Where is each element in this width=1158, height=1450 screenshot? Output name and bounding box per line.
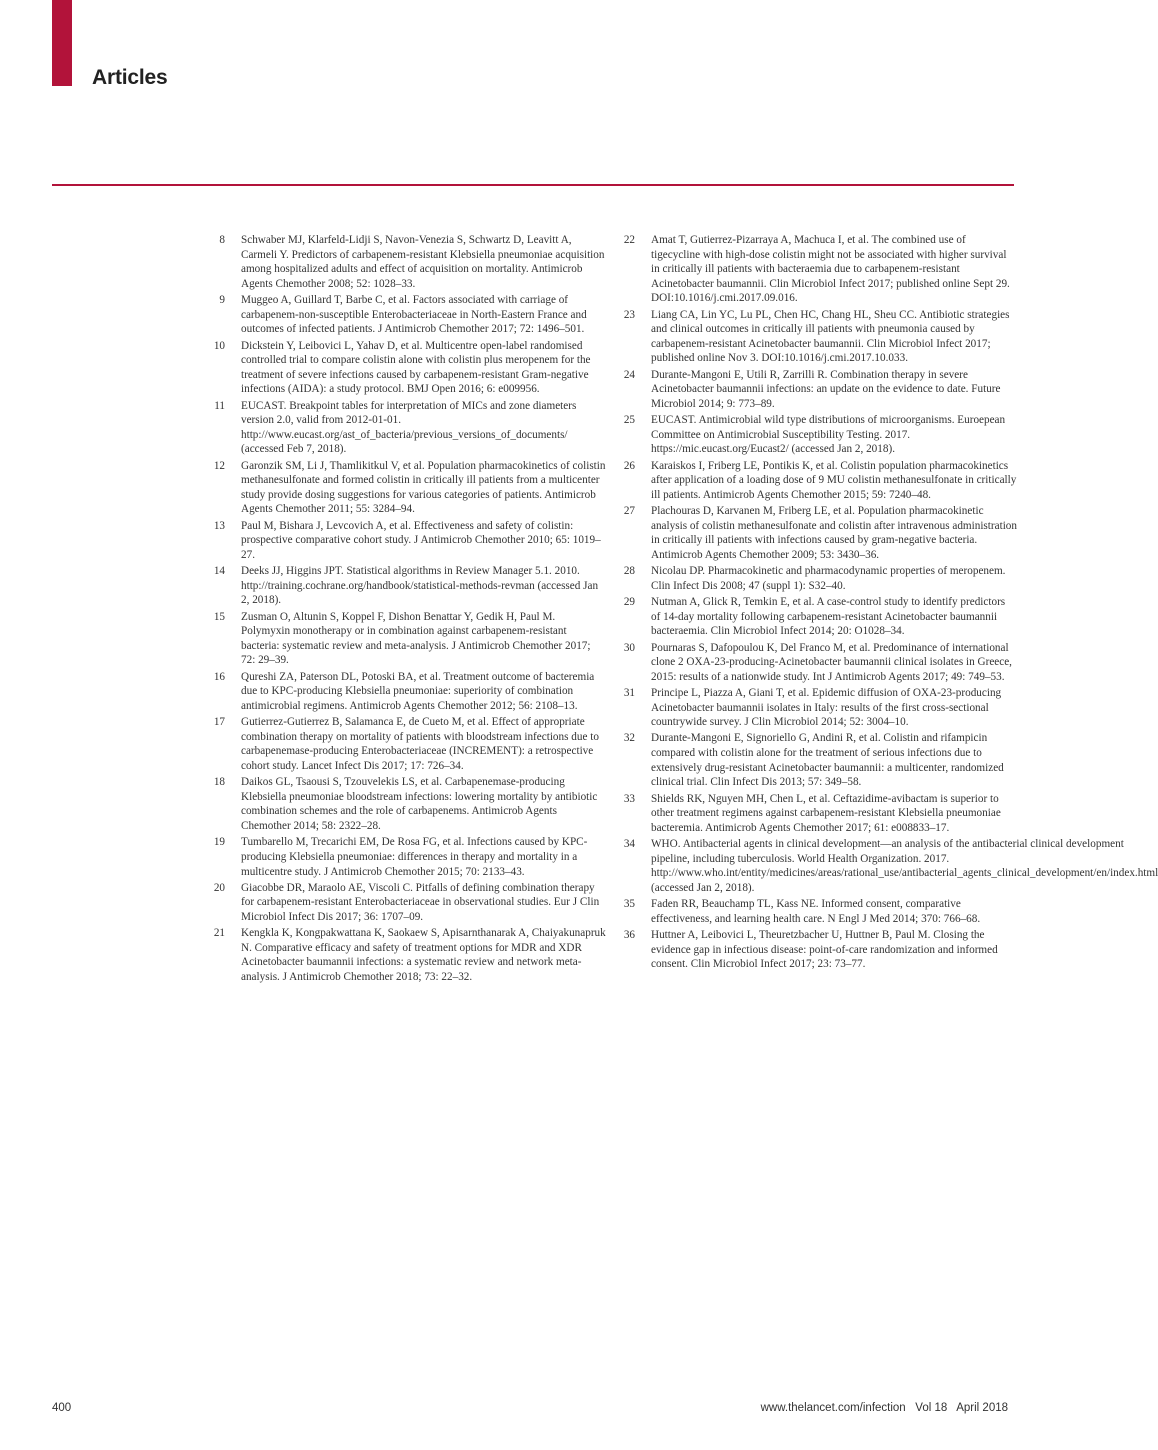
reference-number: 33 <box>623 792 635 805</box>
reference-number: 10 <box>213 339 225 352</box>
reference-text: Kengkla K, Kongpakwattana K, Saokaew S, Apisarnthanarak A, Chaiyakunapruk N. Comparative efficacy and safety of treatment options for MDR and XDR Acinetobacter baumannii infections: a systematic review and network meta-analysis. J Antimicrob Chemother 2018; 73: 22–32. <box>241 927 606 984</box>
reference-item <box>617 564 1017 593</box>
reference-number: 26 <box>623 459 635 472</box>
reference-number: 30 <box>623 641 635 654</box>
reference-item <box>617 897 1017 926</box>
reference-number: 28 <box>623 565 635 578</box>
reference-text: Qureshi ZA, Paterson DL, Potoski BA, et al. Treatment outcome of bacteremia due to KPC-producing Klebsiella pneumoniae: superiority of combination antimicrobial regimens. Antimicrob Agents Chemother 2012; 56: 2108–13. <box>241 670 595 712</box>
reference-number: 20 <box>213 881 225 894</box>
reference-number: 18 <box>213 776 225 789</box>
reference-item <box>617 792 1017 836</box>
reference-text: Nicolau DP. Pharmacokinetic and pharmacodynamic properties of meropenem. Clin Infect Dis 2008; 47 (suppl 1): S32–40. <box>651 565 1006 592</box>
reference-item <box>617 595 1017 639</box>
reference-text: EUCAST. Breakpoint tables for interpretation of MICs and zone diameters version 2.0, valid from 2012-01-01. http://www.eucast.org/ast_of_bacteria/previous_versions_of_documents/ (accessed Feb 7, 2018). <box>241 399 577 456</box>
reference-number: 15 <box>213 610 225 623</box>
reference-item <box>617 233 1017 306</box>
reference-text: Schwaber MJ, Klarfeld-Lidji S, Navon-Venezia S, Schwartz D, Leavitt A, Carmeli Y. Predictors of carbapenem-resistant Klebsiella pneumoniae acquisition among hospitalized adults and effect of acquisition on mortality. Antimicrob Agents Chemother 2008; 52: 1028–33. <box>241 234 605 290</box>
reference-item <box>617 686 1017 730</box>
reference-text: Durante-Mangoni E, Signoriello G, Andini R, et al. Colistin and rifampicin compared with colistin alone for the treatment of serious infections due to extensively drug-resistant Acinetobacter baumannii: a multicenter, randomized clinical trial. Clin Infect Dis 2013; 57: 349–58. <box>651 732 1004 789</box>
reference-number: 27 <box>623 505 635 518</box>
reference-text: Nutman A, Glick R, Temkin E, et al. A case-control study to identify predictors of 14-day mortality following carbapenem-resistant Acinetobacter baumannii bacteraemia. Clin Microbiol Infect 2014; 20: O1028–34. <box>651 596 1006 638</box>
reference-item <box>207 399 607 457</box>
reference-item <box>207 926 607 984</box>
reference-number: 19 <box>213 836 225 849</box>
reference-item <box>207 459 607 517</box>
reference-text: Muggeo A, Guillard T, Barbe C, et al. Factors associated with carriage of carbapenem-non-susceptible Enterobacteriaceae in North-Eastern France and outcomes of infected patients. J Antimicrob Chemother 2017; 72: 1496–501. <box>241 294 587 336</box>
reference-item <box>207 339 607 397</box>
reference-number: 21 <box>213 927 225 940</box>
reference-text: Shields RK, Nguyen MH, Chen L, et al. Ceftazidime-avibactam is superior to other treatment regimens against carbapenem-resistant Klebsiella pneumoniae bacteremia. Antimicrob Agents Chemother 2017; 61: e008833–17. <box>651 792 1001 834</box>
section-color-tab <box>52 0 72 86</box>
reference-number: 14 <box>213 565 225 578</box>
reference-number: 9 <box>219 294 225 307</box>
reference-item <box>207 610 607 668</box>
reference-number: 24 <box>623 368 635 381</box>
reference-item <box>617 837 1158 895</box>
reference-item <box>617 413 1017 457</box>
reference-number: 13 <box>213 519 225 532</box>
reference-number: 35 <box>623 898 635 911</box>
reference-number: 36 <box>623 928 635 941</box>
reference-text: Faden RR, Beauchamp TL, Kass NE. Informed consent, comparative effectiveness, and learning health care. N Engl J Med 2014; 370: 766–68. <box>651 898 981 925</box>
reference-number: 32 <box>623 732 635 745</box>
reference-item <box>207 293 607 337</box>
reference-list-left-column <box>207 233 607 986</box>
reference-text: Huttner A, Leibovici L, Theuretzbacher U, Huttner B, Paul M. Closing the evidence gap in infectious disease: point-of-care randomization and informed consent. Clin Microbiol Infect 2017; 23: 73–77. <box>651 928 998 971</box>
reference-text: Liang CA, Lin YC, Lu PL, Chen HC, Chang HL, Sheu CC. Antibiotic strategies and clinical outcomes in critically ill patients with pneumonia caused by carbapenem-resistant Acinetobacter baumannii. Clin Microbiol Infect 2017; published online Nov 3. DOI:10.1016/j.cmi.2017.10.033. <box>651 308 1010 365</box>
reference-text: Durante-Mangoni E, Utili R, Zarrilli R. Combination therapy in severe Acinetobacter baumannii infections: an update on the evidence to date. Future Microbiol 2014; 9: 773–89. <box>651 368 1001 410</box>
reference-text: Plachouras D, Karvanen M, Friberg LE, et al. Population pharmacokinetic analysis of colistin methanesulfonate and colistin after intravenous administration in critically ill patients with infections caused by gram-negative bacteria. Antimicrob Agents Chemother 2009; 53: 3430–36. <box>651 505 1017 561</box>
reference-text: Deeks JJ, Higgins JPT. Statistical algorithms in Review Manager 5.1. 2010. http://training.cochrane.org/handbook/statistical-methods-revman (accessed Jan 2, 2018). <box>241 565 599 607</box>
reference-item <box>617 504 1017 562</box>
reference-text: Karaiskos I, Friberg LE, Pontikis K, et al. Colistin population pharmacokinetics after application of a loading dose of 9 MU colistin methanesulfonate in critically ill patients. Antimicrob Agents Chemother 2015; 59: 7240–48. <box>651 459 1017 501</box>
reference-number: 8 <box>219 234 225 246</box>
reference-text: EUCAST. Antimicrobial wild type distributions of microorganisms. Euroepean Committee on Antimicrobial Susceptibility Testing. 2017. https://mic.eucast.org/Eucast2/ (accessed Jan 2, 2018). <box>651 414 1006 456</box>
reference-number: 22 <box>623 234 635 246</box>
reference-number: 16 <box>213 670 225 683</box>
reference-text: Tumbarello M, Trecarichi EM, De Rosa FG, et al. Infections caused by KPC-producing Klebsiella pneumoniae: differences in therapy and mortality in a multicentre study. J Antimicrob Chemother 2015; 70: 2133–43. <box>241 836 588 878</box>
reference-text: WHO. Antibacterial agents in clinical development—an analysis of the antibacterial clinical development pipeline, including tuberculosis. World Health Organization. 2017. http://www.who.int/entity/medicines/areas/rational_use/antibacterial_agents_clinical_development/en/index.html (accessed Jan 2, 2018). <box>651 838 1158 894</box>
reference-number: 23 <box>623 308 635 321</box>
reference-item <box>207 715 607 773</box>
reference-item <box>617 731 1017 789</box>
reference-number: 29 <box>623 596 635 609</box>
reference-item <box>207 519 607 563</box>
reference-text: Giacobbe DR, Maraolo AE, Viscoli C. Pitfalls of defining combination therapy for carbapenem-resistant Enterobacteriaceae in observational studies. Eur J Clin Microbiol Infect Dis 2017; 36: 1707–09. <box>241 881 600 923</box>
reference-text: Dickstein Y, Leibovici L, Yahav D, et al. Multicentre open-label randomised controlled trial to compare colistin alone with colistin plus meropenem for the treatment of severe infections caused by carbapenem-resistant Gram-negative infections (AIDA): a study protocol. BMJ Open 2016; 6: e009956. <box>241 339 591 396</box>
reference-item <box>617 928 1017 972</box>
reference-item <box>207 670 607 714</box>
journal-info: www.thelancet.com/infection Vol 18 April 2018 <box>760 1402 1008 1414</box>
header-divider <box>52 184 1014 186</box>
reference-number: 31 <box>623 687 635 699</box>
reference-item <box>207 233 607 291</box>
reference-list-right-column <box>617 233 1158 973</box>
reference-number: 17 <box>213 716 225 729</box>
reference-number: 11 <box>214 399 225 412</box>
reference-text: Principe L, Piazza A, Giani T, et al. Epidemic diffusion of OXA-23-producing Acinetobacter baumannii isolates in Italy: results of the first cross-sectional countrywide survey. J Clin Microbiol 2014; 52: 3004–10. <box>651 687 1002 729</box>
reference-text: Pournaras S, Dafopoulou K, Del Franco M, et al. Predominance of international clone 2 OXA-23-producing-Acinetobacter baumannii clinical isolates in Greece, 2015: results of a nationwide study. Int J Antimicrob Agents 2017; 49: 749–53. <box>651 641 1012 683</box>
reference-text: Garonzik SM, Li J, Thamlikitkul V, et al. Population pharmacokinetics of colistin methanesulfonate and formed colistin in critically ill patients from a multicenter study provide dosing suggestions for various categories of patients. Antimicrob Agents Chemother 2011; 55: 3284–94. <box>241 459 606 516</box>
reference-item <box>617 641 1017 685</box>
reference-text: Paul M, Bishara J, Levcovich A, et al. Effectiveness and safety of colistin: prospective comparative cohort study. J Antimicrob Chemother 2010; 65: 1019–27. <box>241 519 601 561</box>
reference-text: Gutierrez-Gutierrez B, Salamanca E, de Cueto M, et al. Effect of appropriate combination therapy on mortality of patients with bloodstream infections due to carbapenemase-producing Enterobacteriaceae (INCREMENT): a retrospective cohort study. Lancet Infect Dis 2017; 17: 726–34. <box>241 716 599 772</box>
reference-number: 34 <box>623 838 635 850</box>
reference-item <box>207 775 607 833</box>
reference-item <box>207 881 607 925</box>
reference-number: 25 <box>623 414 635 427</box>
reference-item <box>617 308 1017 366</box>
reference-item <box>617 459 1017 503</box>
section-heading: Articles <box>92 66 168 89</box>
reference-text: Daikos GL, Tsaousi S, Tzouvelekis LS, et al. Carbapenemase-producing Klebsiella pneumoniae bloodstream infections: lowering mortality by antibiotic combination schemes and the role of carbapenems. Antimicrob Agents Chemother 2014; 58: 2322–28. <box>241 776 598 833</box>
reference-item <box>617 368 1017 412</box>
reference-text: Zusman O, Altunin S, Koppel F, Dishon Benattar Y, Gedik H, Paul M. Polymyxin monotherapy or in combination against carbapenem-resistant bacteria: systematic review and meta-analysis. J Antimicrob Chemother 2017; 72: 29–39. <box>241 610 591 667</box>
reference-item <box>207 564 607 608</box>
reference-text: Amat T, Gutierrez-Pizarraya A, Machuca I, et al. The combined use of tigecycline with high-dose colistin might not be associated with higher survival in critically ill patients with bacteraemia due to carbapenem-resistant Acinetobacter baumannii. Clin Microbiol Infect 2017; published online Sept 29. DOI:10.1016/j.cmi.2017.09.016. <box>651 234 1010 305</box>
reference-item <box>207 835 607 879</box>
reference-number: 12 <box>213 459 225 472</box>
page-number: 400 <box>52 1402 72 1414</box>
